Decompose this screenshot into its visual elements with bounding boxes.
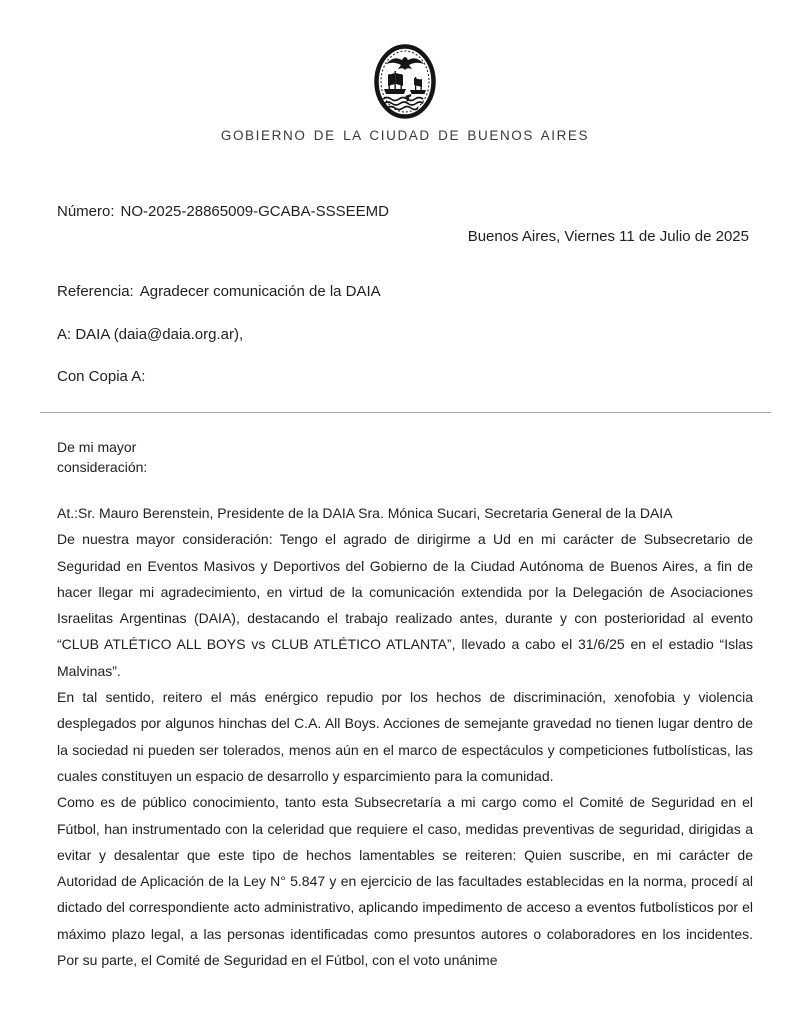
document-number-line bbox=[57, 203, 389, 220]
header-divider bbox=[40, 412, 771, 413]
org-title: GOBIERNO DE LA CIUDAD DE BUENOS AIRES bbox=[220, 128, 590, 143]
letter-paragraph-repudiation: En tal sentido, reitero el más enérgico repudio por los hechos de discriminación, xenofobia y violencia desplegados por algunos hinchas del C.A. All Boys. Acciones de semejante gravedad no tienen lugar dentro de la sociedad ni pueden ser tolerados, menos aún en el marco de espectáculos y competiciones futbolísticas, las cuales constituyen un espacio de desarrollo y esparcimiento para la comunidad. bbox=[57, 689, 753, 784]
buenos-aires-coat-of-arms-icon bbox=[374, 44, 436, 119]
letter-body bbox=[57, 500, 753, 973]
letter-paragraph-measures: Como es de público conocimiento, tanto esta Subsecretaría a mi cargo como el Comité de Seguridad en el Fútbol, han instrumentado con la celeridad que requiere el caso, medidas preventivas de seguridad, dirigidas a evitar y desalentar que este tipo de hechos lamentables se reiteren: Quien suscribe, en mi carácter de Autoridad de Aplicación de la Ley N° 5.847 y en ejercicio de las facultades establecidas en la norma, procedí al dictado del correspondiente acto administrativo, aplicando impedimento de acceso a eventos futbolísticos por el máximo plazo legal, a las personas identificadas como presuntos autores o colaboradores en los incidentes. Por su parte, el Comité de Seguridad en el Fútbol, con el voto unánime bbox=[57, 794, 753, 969]
document-number-label: Número: bbox=[57, 203, 115, 220]
reference-value: Agradecer comunicación de la DAIA bbox=[139, 283, 381, 300]
recipient-line: A: DAIA (daia@daia.org.ar), bbox=[57, 326, 244, 343]
document-number-value: NO-2025-28865009-GCABA-SSSEEMD bbox=[120, 203, 389, 220]
salutation bbox=[57, 437, 147, 477]
reference-label: Referencia: bbox=[57, 283, 134, 300]
salutation-line-1: De mi mayor bbox=[57, 439, 137, 455]
salutation-line-2: consideración: bbox=[57, 459, 148, 475]
reference-line bbox=[57, 283, 381, 300]
cc-label: Con Copia A: bbox=[57, 368, 146, 385]
letter-paragraph-addressees: At.:Sr. Mauro Berenstein, Presidente de la DAIA Sra. Mónica Sucari, Secretaria General de la DAIA bbox=[57, 505, 673, 521]
dateline: Buenos Aires, Viernes 11 de Julio de 2025 bbox=[467, 228, 749, 245]
letter-paragraph-gratitude: De nuestra mayor consideración: Tengo el agrado de dirigirme a Ud en mi carácter de Subsecretario de Seguridad en Eventos Masivos y Deportivos del Gobierno de la Ciudad Autónoma de Buenos Aires, a fin de hacer llegar mi agradecimiento, en virtud de la comunicación extendida por la Delegación de Asociaciones Israelitas Argentinas (DAIA), destacando el trabajo realizado antes, durante y con posterioridad al evento “CLUB ATLÉTICO ALL BOYS vs CLUB ATLÉTICO ATLANTA”, llevado a cabo el 31/6/25 en el estadio “Islas Malvinas”. bbox=[57, 531, 753, 679]
